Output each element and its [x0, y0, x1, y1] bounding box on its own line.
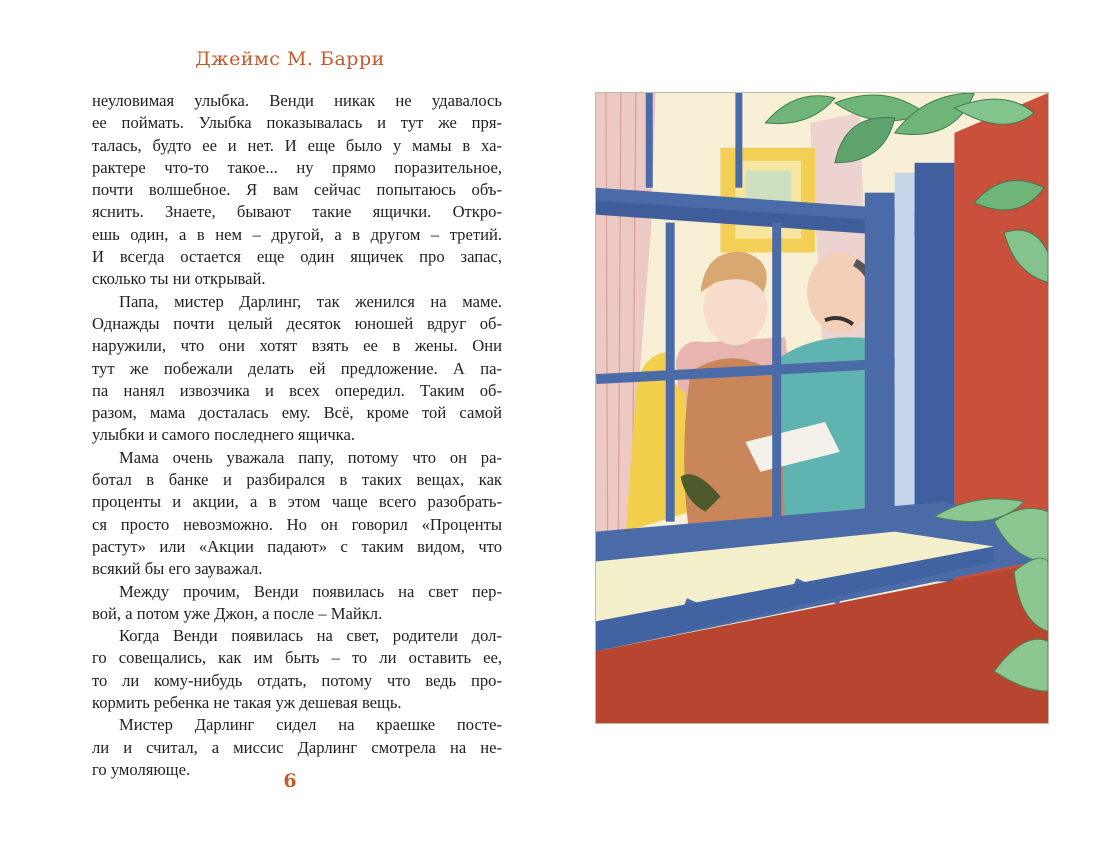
text-line: тут же побежали делать ей предложение. А па-: [92, 358, 502, 378]
text-line: го совещались, как им быть – то ли оставить ее,: [92, 648, 502, 668]
text-line: талась, будто ее и нет. И еще было у мамы в ха-: [92, 135, 502, 155]
text-line: наружили, что они хотят взять ее в жены. Они: [92, 336, 502, 356]
text-line: почти волшебное. Я вам сейчас попытаюсь объ-: [92, 180, 502, 200]
running-head-author: Джеймс М. Барри: [195, 48, 385, 70]
text-line: Папа, мистер Дарлинг, так женился на маме.: [119, 291, 502, 311]
text-line: ли и считал, а миссис Дарлинг смотрела на не-: [92, 737, 502, 757]
paragraph: [92, 90, 502, 291]
text-line: всякий бы его зауважал.: [92, 559, 263, 579]
body-text: [92, 90, 502, 781]
text-line: проценты и акции, а в этом чаще всего разобрать-: [92, 492, 502, 512]
text-line: неуловимая улыбка. Венди никак не удавалось: [92, 91, 502, 110]
text-line: И всегда остается еще один ящичек про запас,: [92, 247, 502, 267]
paragraph: [92, 581, 502, 626]
text-line: Мистер Дарлинг сидел на краешке посте-: [119, 715, 502, 735]
paragraph: [92, 447, 502, 581]
text-line: то ли кому-нибудь отдать, потому что ведь про-: [92, 670, 502, 690]
text-line: улыбки и самого последнего ящичка.: [92, 425, 355, 445]
text-line: Когда Венди появилась на свет, родители дол-: [119, 626, 502, 646]
text-line: рактере что-то такое... ну прямо поразительное,: [92, 157, 502, 177]
text-line: ешь один, а в нем – другой, а в другом – третий.: [92, 224, 502, 244]
text-line: растут» или «Акции падают» с таким видом, что: [92, 536, 502, 556]
paragraph: [92, 625, 502, 714]
text-line: ся просто невозможно. Но он говорил «Проценты: [92, 514, 502, 534]
watercolor-window-image: [596, 93, 1048, 723]
text-line: ее поймать. Улыбка показывалась и тут же пря-: [92, 113, 502, 133]
text-line: па нанял извозчика и всех опередил. Таким об-: [92, 380, 502, 400]
text-line: сколько ты ни открывай.: [92, 269, 266, 289]
page-number: 6: [283, 770, 297, 792]
text-line: ботал в банке и разбирался в таких вещах, как: [92, 470, 502, 490]
text-line: го умоляюще.: [92, 759, 191, 779]
text-line: кормить ребенка не такая уж дешевая вещь.: [92, 693, 402, 713]
paragraph: [92, 291, 502, 447]
text-line: Мама очень уважала папу, потому что он ра-: [119, 447, 502, 467]
text-line: разом, мама досталась ему. Всё, кроме той самой: [92, 403, 502, 423]
text-line: яснить. Знаете, бывают такие ящички. Откро-: [92, 202, 502, 222]
text-line: Однажды почти целый десяток юношей вдруг об-: [92, 313, 502, 333]
text-line: Между прочим, Венди появилась на свет пер-: [119, 581, 502, 601]
illustration-darlings-at-window: [595, 92, 1049, 724]
text-line: вой, а потом уже Джон, а после – Майкл.: [92, 603, 383, 623]
